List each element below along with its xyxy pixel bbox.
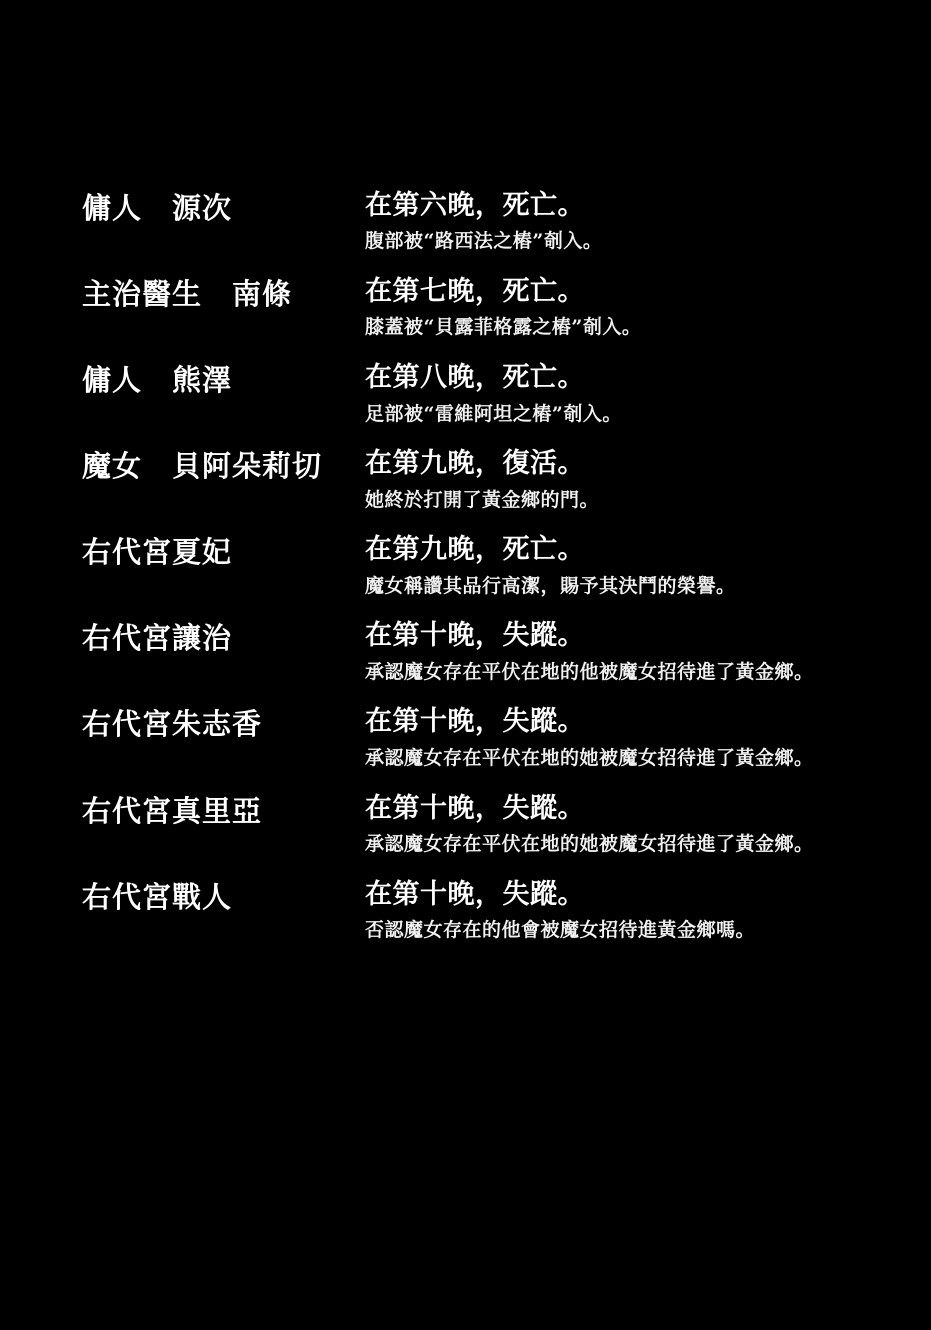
character-name: 右代宮戰人 [82, 879, 233, 914]
list-item [0, 448, 931, 512]
fate-note: 承認魔女存在平伏在地的她被魔女招待進了黃金鄉。 [365, 832, 814, 855]
list-item [0, 793, 931, 857]
character-fate-list [0, 190, 931, 965]
fate-text: 在第十晚，失蹤。 [365, 878, 585, 910]
character-detail [365, 448, 931, 512]
character-detail [365, 362, 931, 426]
character-detail [365, 534, 931, 598]
fate-note: 承認魔女存在平伏在地的她被魔女招待進了黃金鄉。 [365, 746, 814, 769]
fate-note: 承認魔女存在平伏在地的他被魔女招待進了黃金鄉。 [365, 660, 814, 683]
character-detail [365, 620, 931, 684]
fate-note: 腹部被“路西法之樁”剞入。 [365, 230, 603, 253]
fate-text: 在第八晚，死亡。 [365, 362, 585, 394]
list-item [0, 706, 931, 770]
character-name: 傭人 熊澤 [82, 363, 233, 398]
fate-note: 膝蓋被“貝露菲格露之樁”剞入。 [365, 316, 642, 339]
fate-note: 足部被“雷維阿坦之樁”剞入。 [365, 402, 622, 425]
character-name: 右代宮朱志香 [82, 707, 263, 742]
character-name: 主治醫生 南條 [82, 277, 293, 312]
fate-note: 她終於打開了黃金鄉的門。 [365, 488, 600, 511]
character-detail [365, 793, 931, 857]
list-item [0, 190, 931, 254]
list-item [0, 879, 931, 943]
character-detail [365, 879, 931, 943]
character-detail [365, 276, 931, 340]
character-name: 右代宮夏妃 [82, 535, 233, 570]
character-detail [365, 706, 931, 770]
character-detail [365, 190, 931, 254]
fate-text: 在第十晚，失蹤。 [365, 706, 585, 738]
character-name: 右代宮讓治 [82, 621, 233, 656]
fate-text: 在第九晚，復活。 [365, 448, 585, 480]
character-name: 右代宮真里亞 [82, 793, 263, 828]
fate-note: 否認魔女存在的他會被魔女招待進黃金鄉嗎。 [365, 919, 756, 942]
list-item [0, 620, 931, 684]
list-item [0, 362, 931, 426]
fate-note: 魔女稱讚其品行高潔，賜予其決鬥的榮譽。 [365, 574, 736, 597]
fate-text: 在第六晚，死亡。 [365, 190, 585, 221]
character-name: 傭人 源次 [82, 191, 233, 225]
fate-text: 在第七晚，死亡。 [365, 276, 585, 308]
list-item [0, 276, 931, 340]
list-item [0, 534, 931, 598]
character-name: 魔女 貝阿朵莉切 [82, 449, 323, 484]
fate-text: 在第十晚，失蹤。 [365, 620, 585, 652]
fate-text: 在第十晚，失蹤。 [365, 792, 585, 824]
fate-text: 在第九晚，死亡。 [365, 534, 585, 566]
